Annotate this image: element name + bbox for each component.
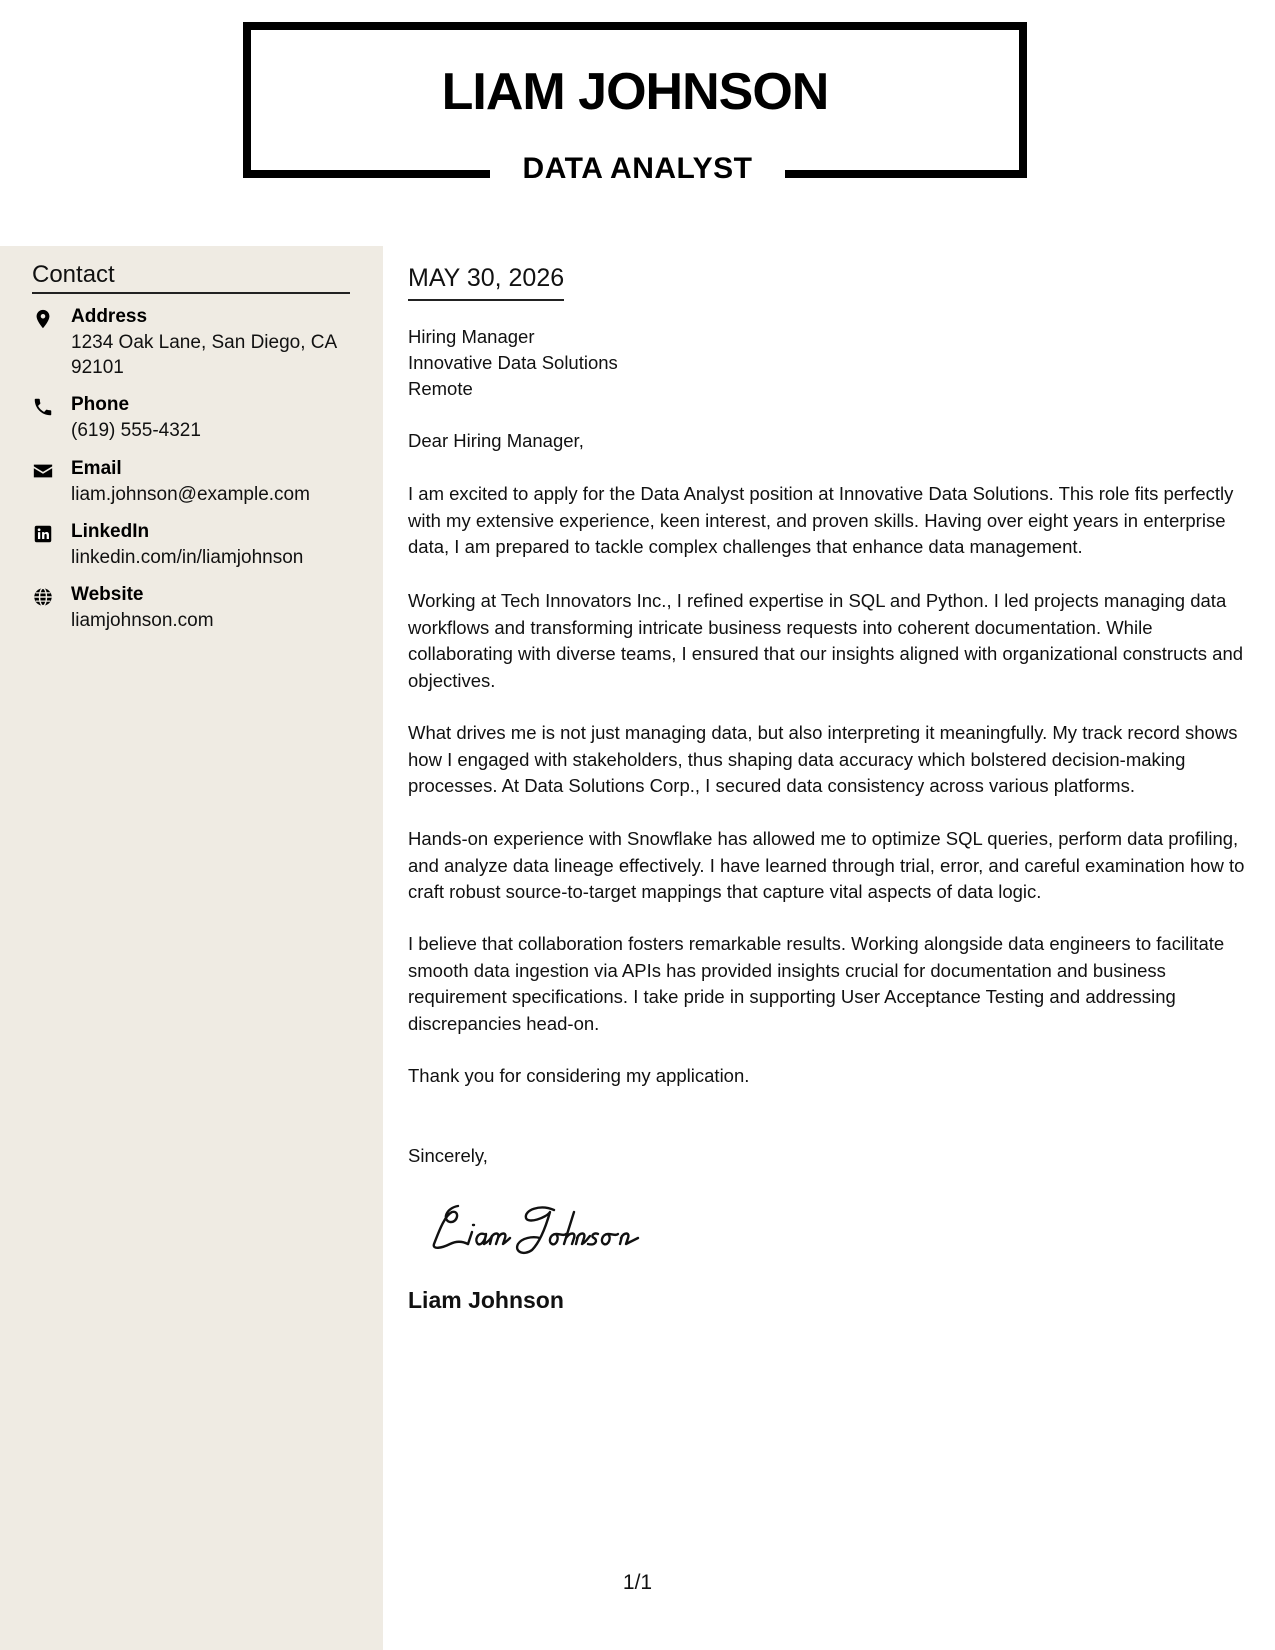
phone-icon	[32, 396, 54, 418]
contact-label: Phone	[71, 394, 130, 415]
body-paragraph: Working at Tech Innovators Inc., I refined expertise in SQL and Python. I led projects managing data workflows and transforming intricate business requests into coherent documentation. While collaborating with diverse teams, I ensured that our insights aligned with organizational constructs and objectives.	[408, 590, 1244, 691]
salutation: Dear Hiring Manager,	[408, 430, 584, 451]
closing: Sincerely,	[408, 1145, 488, 1166]
contact-value: liamjohnson.com	[71, 610, 214, 631]
handwritten-signature	[428, 1198, 668, 1258]
contact-value: 1234 Oak Lane, San Diego, CA 92101	[71, 332, 337, 378]
header-frame-bottom-left	[243, 170, 490, 178]
applicant-name: LIAM JOHNSON	[441, 63, 829, 121]
signer-name: Liam Johnson	[408, 1287, 564, 1313]
contact-value: linkedin.com/in/liamjohnson	[71, 547, 304, 568]
recipient-line: Hiring Manager	[408, 326, 535, 347]
location-pin-icon	[32, 308, 54, 330]
contact-label: Email	[71, 458, 122, 479]
recipient-block	[408, 324, 618, 402]
contact-label: LinkedIn	[71, 521, 150, 542]
body-paragraph: I am excited to apply for the Data Analyst position at Innovative Data Solutions. This role fits perfectly with my extensive experience, keen interest, and proven skills. Having over eight years in enterprise data, I am prepared to tackle complex challenges that enhance data management.	[408, 483, 1234, 557]
contact-value: (619) 555-4321	[71, 420, 201, 441]
header-frame-bottom-right	[785, 170, 1027, 178]
body-paragraph: I believe that collaboration fosters remarkable results. Working alongside data engineers to facilitate smooth data ingestion via APIs has provided insights crucial for documentation and business requirement specifications. I take pride in supporting User Acceptance Testing and addressing discrepancies head-on.	[408, 933, 1225, 1034]
recipient-line: Remote	[408, 378, 473, 399]
body-paragraph: Thank you for considering my application.	[408, 1065, 750, 1086]
contact-heading: Contact	[32, 261, 350, 294]
globe-icon	[32, 586, 54, 608]
linkedin-icon	[32, 523, 54, 545]
job-title: DATA ANALYST	[522, 152, 753, 185]
letter-date: MAY 30, 2026	[408, 264, 564, 301]
body-paragraph: Hands-on experience with Snowflake has allowed me to optimize SQL queries, perform data profiling, and analyze data lineage effectively. I have learned through trial, error, and careful examination how to craft robust source-to-target mappings that capture vital aspects of data logic.	[408, 828, 1245, 902]
body-paragraph: What drives me is not just managing data, but also interpreting it meaningfully. My track record shows how I engaged with stakeholders, thus shaping data accuracy which bolstered decision-making processes. At Data Solutions Corp., I secured data consistency across various platforms.	[408, 722, 1238, 796]
contact-label: Address	[71, 306, 148, 327]
contact-label: Website	[71, 584, 144, 605]
contact-value: liam.johnson@example.com	[71, 484, 310, 505]
envelope-icon	[32, 460, 54, 482]
contact-sidebar	[0, 246, 383, 1650]
page-number: 1/1	[622, 1571, 653, 1594]
recipient-line: Innovative Data Solutions	[408, 352, 618, 373]
